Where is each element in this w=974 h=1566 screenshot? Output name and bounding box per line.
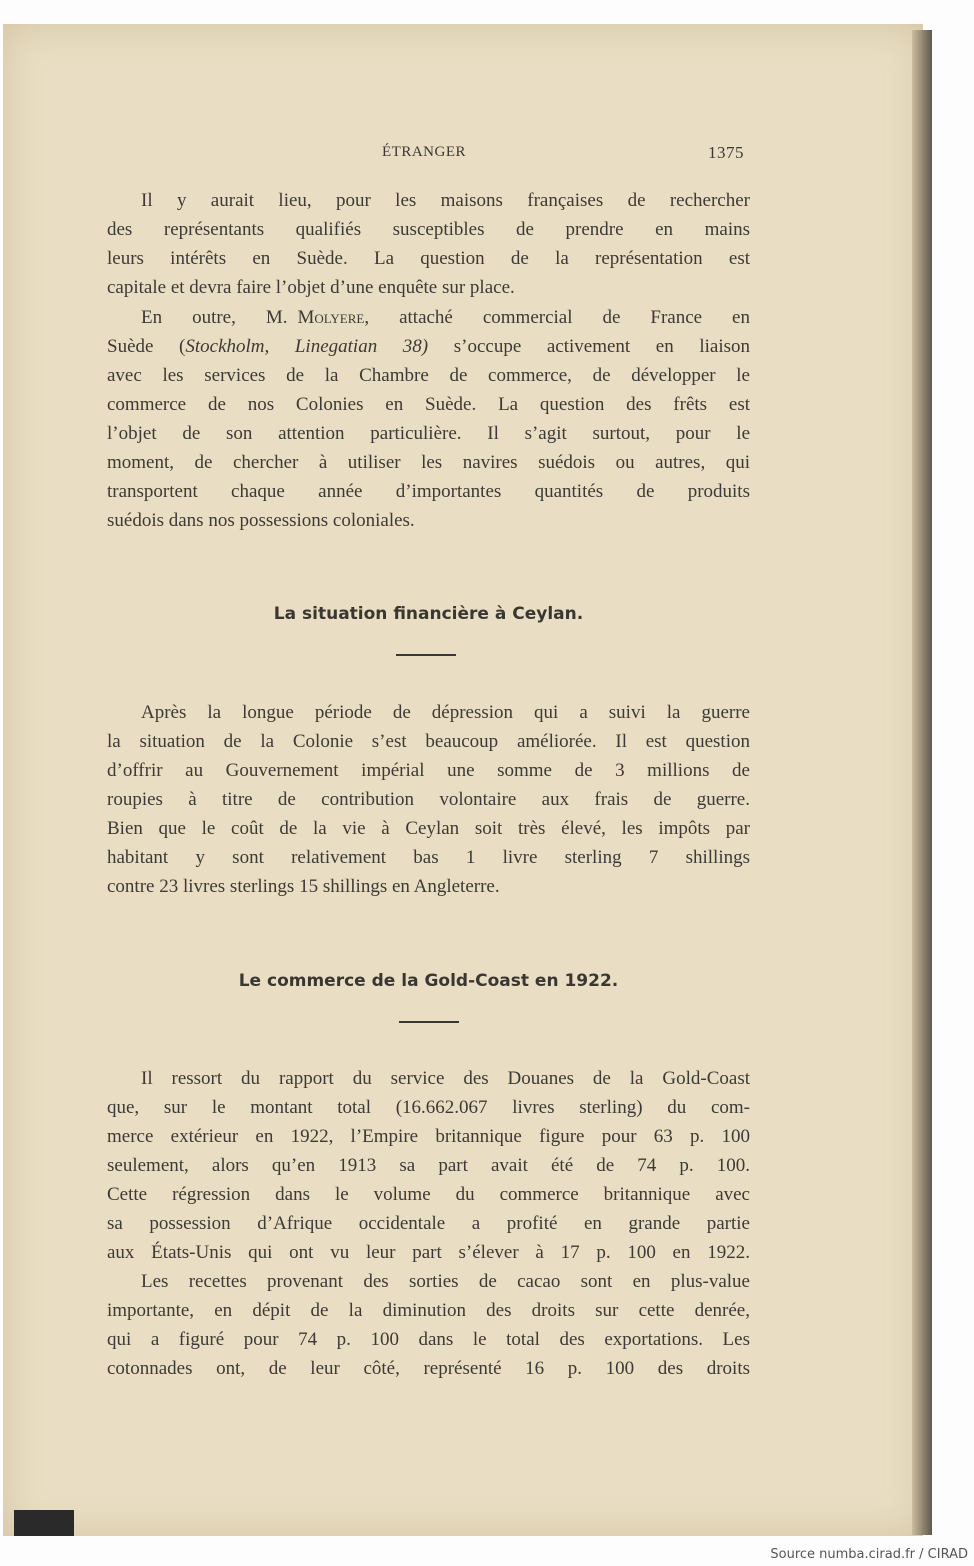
text-line: habitant y sont relativement bas 1 livre sterling 7 shillings: [107, 847, 750, 868]
text-line: [107, 335, 750, 359]
text-line: Il y aurait lieu, pour les maisons françaises de rechercher: [141, 190, 750, 211]
text-line: importante, en dépit de la diminution des droits sur cette denrée,: [107, 1300, 750, 1321]
text-line: suédois dans nos possessions coloniales.: [107, 510, 415, 531]
text-run: En outre, M.: [141, 307, 288, 328]
text-line: cotonnades ont, de leur côté, représenté 16 p. 100 des droits: [107, 1358, 750, 1379]
author-name: Molyere: [297, 307, 365, 328]
section-rule: [399, 1021, 459, 1023]
text-line: seulement, alors qu’en 1913 sa part avait été de 74 p. 100.: [107, 1155, 750, 1176]
section-title-gold-coast: Le commerce de la Gold-Coast en 1922.: [238, 971, 619, 991]
text-line: capitale et devra faire l’objet d’une enquête sur place.: [107, 277, 515, 298]
text-line: Bien que le coût de la vie à Ceylan soit très élevé, les impôts par: [107, 818, 750, 839]
text-run: s’occupe activement en liaison: [428, 336, 751, 357]
running-title: ÉTRANGER: [382, 144, 466, 160]
text-line: Cette régression dans le volume du commerce britannique avec: [107, 1184, 750, 1205]
text-line: Il ressort du rapport du service des Douanes de la Gold-Coast: [141, 1068, 750, 1089]
text-line: d’offrir au Gouvernement impérial une somme de 3 millions de: [107, 760, 750, 781]
text-line: merce extérieur en 1922, l’Empire britannique figure pour 63 p. 100: [107, 1126, 750, 1147]
text-line: l’objet de son attention particulière. Il s’agit surtout, pour le: [107, 423, 750, 444]
section-title-ceylan: La situation financière à Ceylan.: [273, 604, 584, 624]
text-line: des représentants qualifiés susceptibles de prendre en mains: [107, 219, 750, 240]
address-italic: Stockholm, Linegatian 38): [185, 336, 429, 357]
page-edge: [912, 30, 932, 1535]
text-line: leurs intérêts en Suède. La question de la représentation est: [107, 248, 750, 269]
text-run: , attaché commercial de France en: [364, 307, 750, 328]
text-line: que, sur le montant total (16.662.067 livres sterling) du com-: [107, 1097, 750, 1118]
text-line: transportent chaque année d’importantes quantités de produits: [107, 481, 750, 502]
section-rule: [396, 654, 456, 656]
text-line: sa possession d’Afrique occidentale a profité en grande partie: [107, 1213, 750, 1234]
text-line: qui a figuré pour 74 p. 100 dans le total des exportations. Les: [107, 1329, 750, 1350]
text-line: contre 23 livres sterlings 15 shillings en Angleterre.: [107, 876, 500, 897]
text-line: la situation de la Colonie s’est beaucoup améliorée. Il est question: [107, 731, 750, 752]
page-number: 1375: [708, 143, 744, 162]
text-line: roupies à titre de contribution volontaire aux frais de guerre.: [107, 789, 750, 810]
text-line: commerce de nos Colonies en Suède. La question des frêts est: [107, 394, 750, 415]
text-line: Les recettes provenant des sorties de cacao sont en plus-value: [141, 1271, 750, 1292]
text-line: Après la longue période de dépression qui a suivi la guerre: [141, 702, 750, 723]
scan-tab: [14, 1510, 74, 1536]
text-line: aux États-Unis qui ont vu leur part s’élever à 17 p. 100 en 1922.: [107, 1242, 750, 1263]
source-credit: Source numba.cirad.fr / CIRAD: [770, 1547, 968, 1562]
text-line: [141, 306, 750, 330]
text-run: Suède (: [107, 336, 186, 357]
text-line: moment, de chercher à utiliser les navires suédois ou autres, qui: [107, 452, 750, 473]
text-line: avec les services de la Chambre de commerce, de développer le: [107, 365, 750, 386]
